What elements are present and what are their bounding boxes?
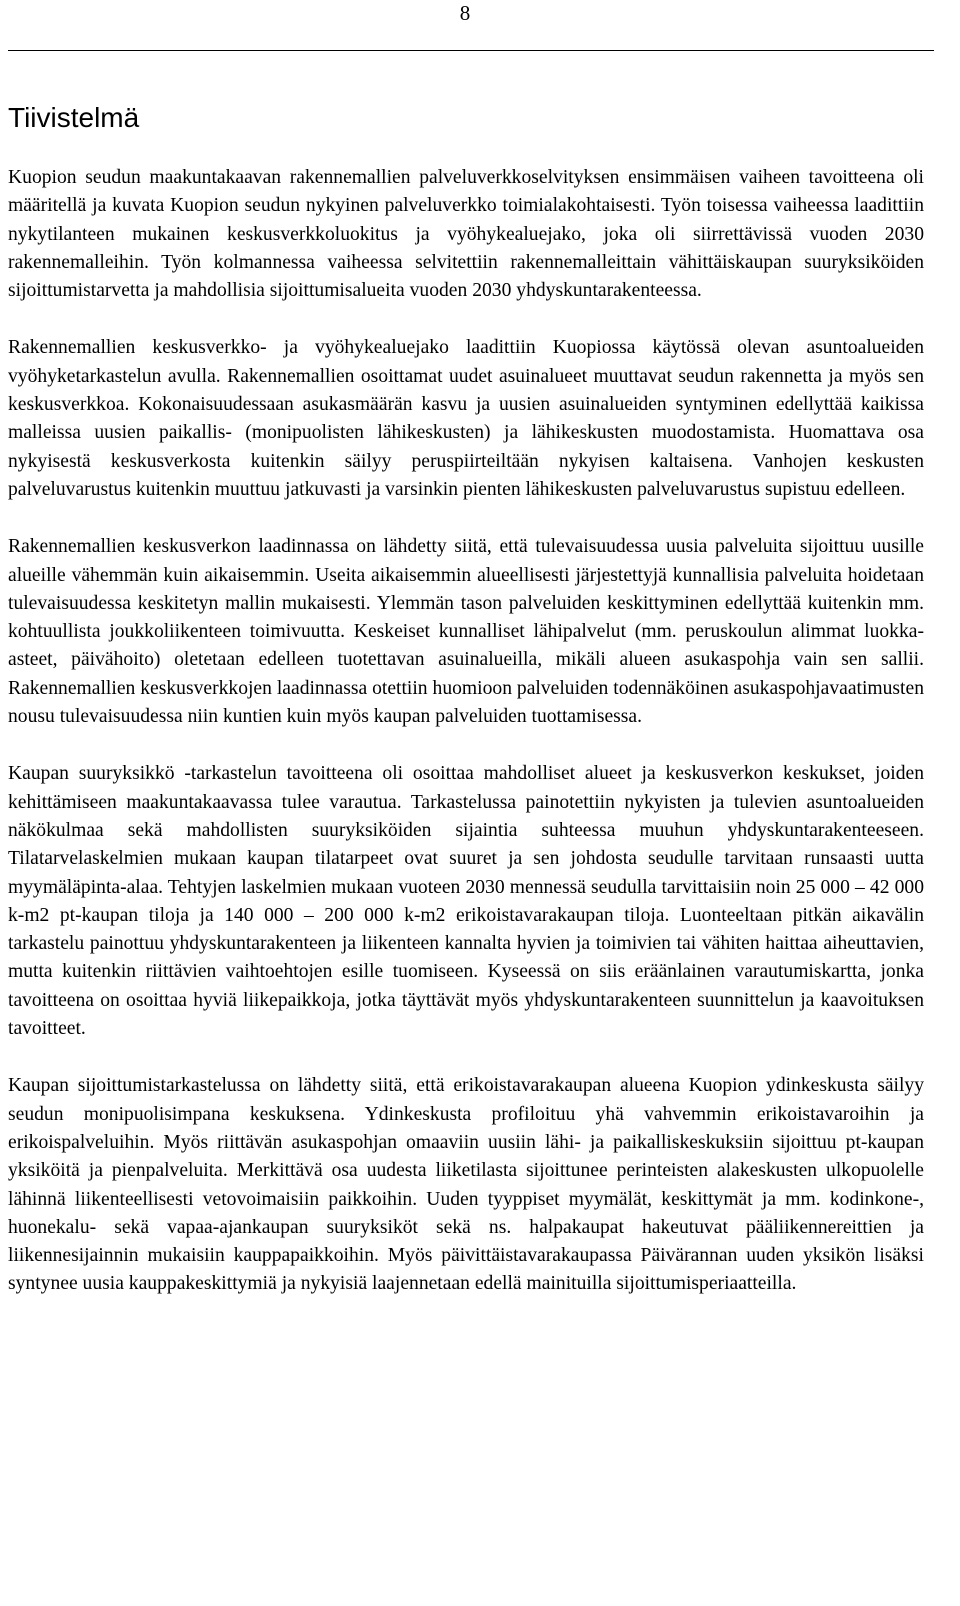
paragraph-2: Rakennemallien keskusverkko- ja vyöhykealuejako laadittiin Kuopiossa käytössä olevan asuntoalueiden vyöhyketarkastelun avulla. Rakennemallien osoittamat uudet asuinalueet muuttavat seudun rakennetta ja myös sen keskusverkkoa. Kokonaisuudessaan asukasmäärän kasvu ja uusien asuinalueiden syntyminen edellyttää kaikissa malleissa uusien paikallis- (monipuolisten lähikeskusten) ja lähikeskusten muodostamista. Huomattava osa nykyisestä keskusverkosta kuitenkin säilyy peruspiirteiltään nykyisen kaltaisena. Vanhojen keskusten palveluvarustus kuitenkin muuttuu jatkuvasti ja varsinkin pienten lähikeskusten palveluvarustus supistuu edelleen. <box>8 337 924 500</box>
header-divider <box>8 50 934 51</box>
paragraph-3: Rakennemallien keskusverkon laadinnassa on lähdetty siitä, että tulevaisuudessa uusia palveluita sijoittuu uusille alueille vähemmän kuin aikaisemmin. Useita aikaisemmin alueellisesti järjestettyjä kunnallisia palveluita hoidetaan tulevaisuudessa keskitetyn mallin mukaisesti. Ylemmän tason palveluiden keskittyminen edellyttää kuitenkin mm. kohtuullista joukkoliikenteen toimivuutta. Keskeiset kunnalliset lähipalvelut (mm. peruskoulun alimmat luokka-asteet, päivähoito) oletetaan edelleen tuotettavan asuinalueilla, mikäli alueen asukaspohja vain sen sallii. Rakennemallien keskusverkkojen laadinnassa otettiin huomioon palveluiden todennäköinen asukaspohjavaatimusten nousu tulevaisuudessa niin kuntien kuin myös kaupan palveluiden tuottamisessa. <box>8 536 924 728</box>
paragraph-5: Kaupan sijoittumistarkastelussa on lähdetty siitä, että erikoistavarakaupan alueena Kuopion ydinkeskusta säilyy seudun monipuolisimpana keskuksena. Ydinkeskusta profiloituu yhä vahvemmin erikoistavaroihin ja erikoispalveluihin. Myös riittävän asukaspohjan omaaviin uusiin lähi- ja paikalliskeskuksiin sijoittuu pt-kaupan yksiköitä ja pienpalveluita. Merkittävä osa uudesta liiketilasta sijoittunee perinteisten alakeskusten ulkopuolelle lähinnä liikenteellisesti vetovoimaisiin paikkoihin. Uuden tyyppiset myymälät, keskittymät ja mm. kodinkone-, huonekalu- sekä vapaa-ajankaupan suuryksiköt sekä ns. halpakaupat hakeutuvat pääliikennereittien ja liikennesijainnin mukaisiin kauppapaikkoihin. Myös päivittäistavarakaupassa Päivärannan uuden yksikön lisäksi syntynee uusia kauppakeskittymiä ja nykyisiä laajennetaan edellä mainituilla sijoittumisperiaatteilla. <box>8 1075 924 1295</box>
section-title: Tiivistelmä <box>8 102 140 133</box>
paragraph-1: Kuopion seudun maakuntakaavan rakennemallien palveluverkkoselvityksen ensimmäisen vaiheen tavoitteena oli määritellä ja kuvata Kuopion seudun nykyinen palveluverkko toimialakohtaisesti. Työn toisessa vaiheessa laadittiin nykytilanteen mukainen keskusverkkoluokitus ja vyöhykealuejako, joka oli siirrettävissä vuoden 2030 rakennemalleihin. Työn kolmannessa vaiheessa selvitettiin rakennemalleittain vähittäiskaupan suuryksiköiden sijoittumistarvetta ja mahdollisia sijoittumisalueita vuoden 2030 yhdyskuntarakenteessa. <box>8 167 924 302</box>
page-number: 8 <box>459 1 471 25</box>
paragraph-4: Kaupan suuryksikkö -tarkastelun tavoitteena oli osoittaa mahdolliset alueet ja keskusverkon keskukset, joiden kehittämiseen maakuntakaavassa tulee varautua. Tarkastelussa painotettiin nykyisten ja tulevien asuntoalueiden näkökulmaa sekä mahdollisten suuryksiköiden sijaintia suhteessa muuhun yhdyskuntarakenteeseen. Tilatarvelaskelmien mukaan kaupan tilatarpeet ovat suuret ja sen johdosta seudulle tarvitaan runsaasti uutta myymäläpinta-alaa. Tehtyjen laskelmien mukaan vuoteen 2030 mennessä seudulla tarvittaisiin noin 25 000 – 42 000 k-m2 pt-kaupan tiloja ja 140 000 – 200 000 k-m2 erikoistavarakaupan tiloja. Luonteeltaan pitkän aikavälin tarkastelu painottuu yhdyskuntarakenteen ja liikenteen kannalta hyvien ja toimivien tai vähiten haittaa aiheuttavien, mutta kuitenkin riittävien vaihtoehtojen esille tuomiseen. Kyseessä on siis eräänlainen varautumiskartta, jonka tavoitteena on osoittaa hyviä liikepaikkoja, jotka täyttävät myös yhdyskuntarakenteen suunnittelun ja kaavoituksen tavoitteet. <box>8 763 924 1040</box>
document-body <box>8 164 924 1328</box>
